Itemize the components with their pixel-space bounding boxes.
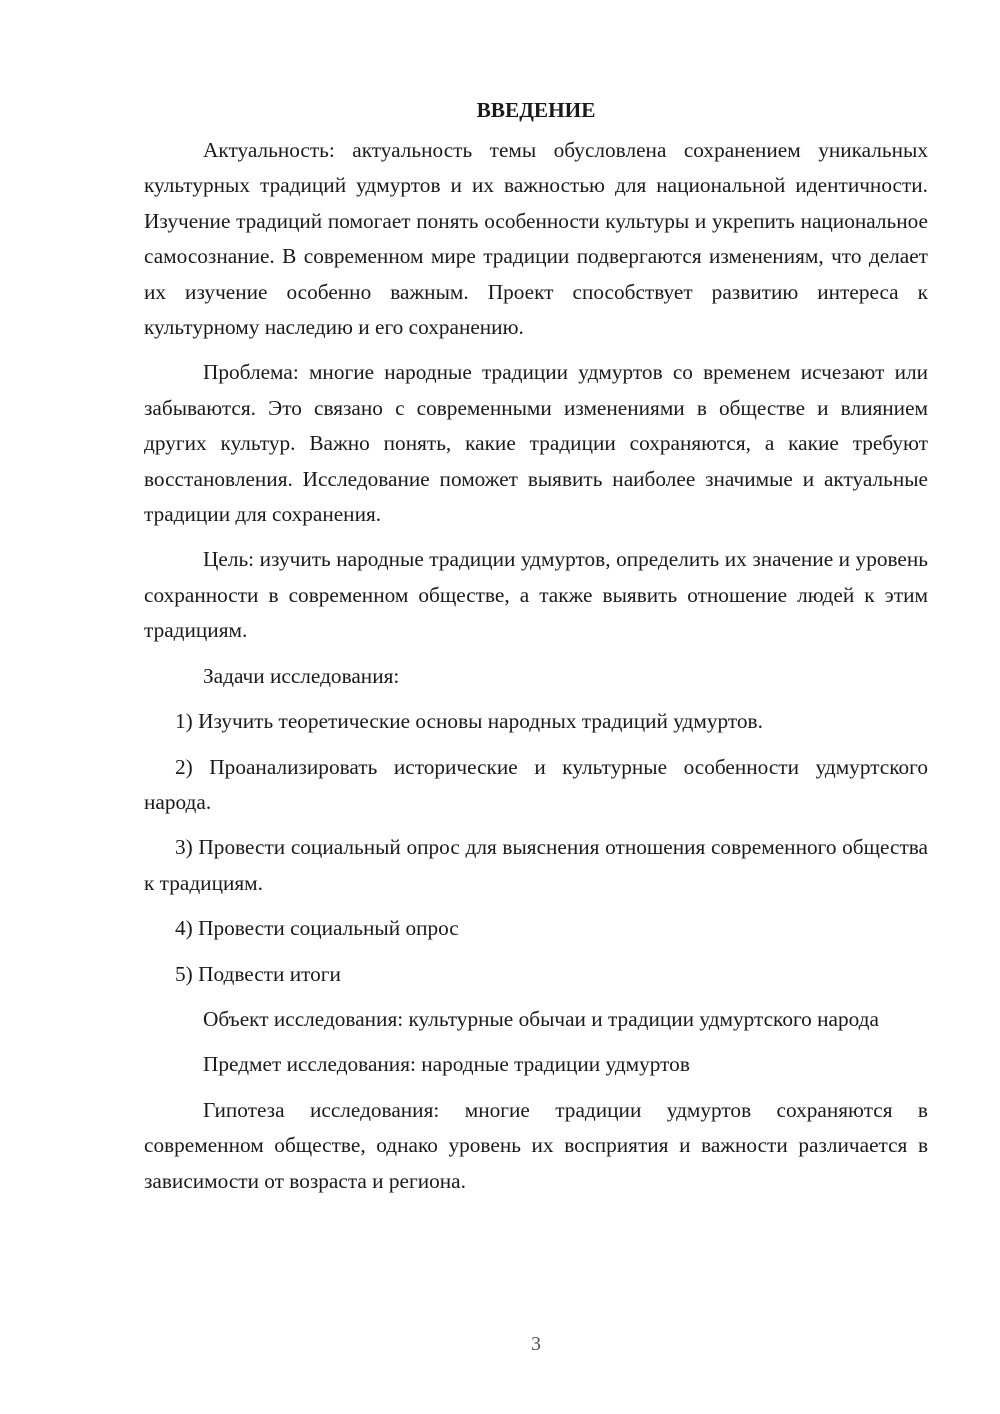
task-item-3: 3) Провести социальный опрос для выяснения отношения современного общества к традициям. xyxy=(144,835,928,895)
page-number: 3 xyxy=(531,1333,541,1355)
problem-paragraph: Проблема: многие народные традиции удмуртов со временем исчезают или забываются. Это связано с современными изменениями в обществе и влиянием других культур. Важно понять, какие традиции сохраняются, а какие требуют восстановления. Исследование поможет выявить наиболее значимые и актуальные традиции для сохранения. xyxy=(144,360,928,527)
goal-paragraph: Цель: изучить народные традиции удмуртов, определить их значение и уровень сохранности в современном обществе, а также выявить отношение людей к этим традициям. xyxy=(144,547,928,643)
object-paragraph: Объект исследования: культурные обычаи и традиции удмуртского народа xyxy=(203,1006,879,1031)
task-item-1: 1) Изучить теоретические основы народных традиций удмуртов. xyxy=(175,709,763,734)
subject-paragraph: Предмет исследования: народные традиции удмуртов xyxy=(203,1052,690,1077)
task-item-2: 2) Проанализировать исторические и культурные особенности удмуртского народа. xyxy=(144,754,928,814)
relevance-paragraph: Актуальность: актуальность темы обусловлена сохранением уникальных культурных традиций удмуртов и их важностью для национальной идентичности. Изучение традиций помогает понять особенности культуры и укрепить национальное самосознание. В современном мире традиции подвергаются изменениям, что делает их изучение особенно важным. Проект способствует развитию интереса к культурному наследию и его сохранению. xyxy=(144,138,928,340)
task-item-5: 5) Подвести итоги xyxy=(175,961,341,986)
hypothesis-paragraph: Гипотеза исследования: многие традиции удмуртов сохраняются в современном обществе, однако уровень их восприятия и важности различается в зависимости от возраста и региона. xyxy=(144,1097,928,1193)
task-item-4: 4) Провести социальный опрос xyxy=(175,916,459,941)
tasks-heading: Задачи исследования: xyxy=(203,663,400,688)
document-page xyxy=(144,92,928,1199)
section-heading: ВВЕДЕНИЕ xyxy=(476,98,596,122)
